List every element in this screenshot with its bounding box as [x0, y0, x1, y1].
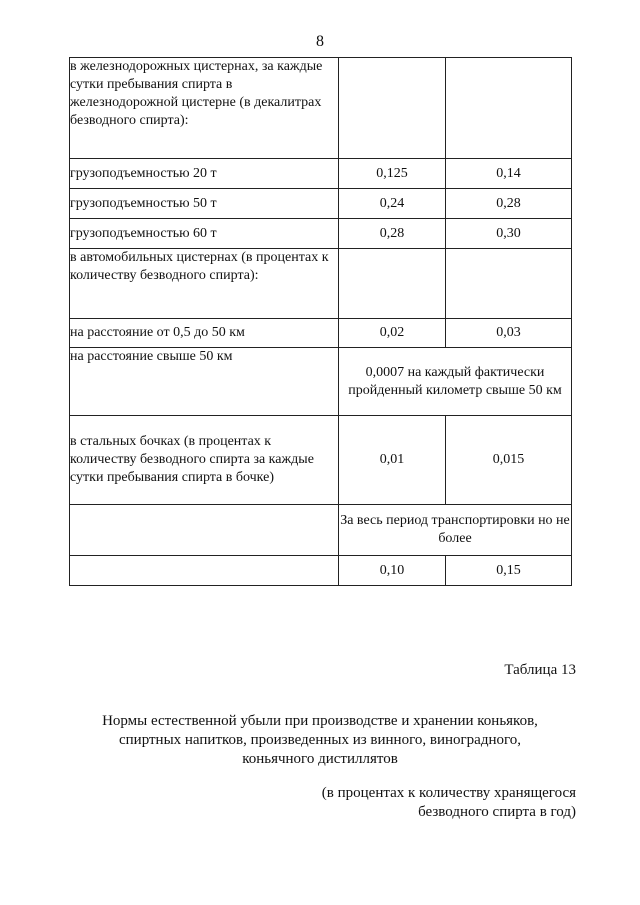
table-number: Таблица 13: [504, 662, 576, 678]
value-cell: [339, 58, 446, 159]
value-cell: 0,28: [446, 189, 572, 219]
merged-value-cell: 0,0007 на каждый фактически пройденный километр свыше 50 км: [339, 348, 572, 416]
value-cell: 0,10: [339, 556, 446, 586]
table-row: [70, 249, 572, 319]
value-cell: 0,01: [339, 416, 446, 505]
row-label: на расстояние от 0,5 до 50 км: [70, 319, 339, 348]
norms-table: [69, 57, 572, 586]
units-line: (в процентах к количеству хранящегося: [321, 785, 576, 801]
value-cell: [446, 58, 572, 159]
row-label: в железнодорожных цистернах, за каждые сутки пребывания спирта в железнодорожной цистерне (в декалитрах безводного спирта):: [70, 58, 339, 159]
table-row: [70, 416, 572, 505]
value-cell: [339, 249, 446, 319]
units-note: [276, 784, 576, 822]
value-cell: 0,14: [446, 159, 572, 189]
row-label: [70, 505, 339, 556]
value-cell: [446, 249, 572, 319]
value-cell: 0,30: [446, 219, 572, 249]
value-cell: 0,24: [339, 189, 446, 219]
row-label: грузоподъемностью 20 т: [70, 159, 339, 189]
table-row: [70, 58, 572, 159]
table-row: [70, 348, 572, 416]
row-label: в автомобильных цистернах (в процентах к количеству безводного спирта):: [70, 249, 339, 319]
table-row: [70, 159, 572, 189]
value-cell: 0,02: [339, 319, 446, 348]
value-cell: 0,28: [339, 219, 446, 249]
table-row: [70, 319, 572, 348]
row-label: в стальных бочках (в процентах к количеству безводного спирта за каждые сутки пребывания спирта в бочке): [70, 416, 339, 505]
row-label: грузоподъемностью 60 т: [70, 219, 339, 249]
row-label: [70, 556, 339, 586]
title-line: спиртных напитков, произведенных из винного, виноградного,: [118, 732, 522, 748]
title-line: коньячного дистиллятов: [242, 751, 398, 767]
units-line: безводного спирта в год): [418, 804, 576, 820]
table-title: [60, 712, 580, 769]
value-cell: 0,015: [446, 416, 572, 505]
title-line: Нормы естественной убыли при производстве и хранении коньяков,: [102, 713, 538, 729]
table-row: [70, 505, 572, 556]
value-cell: 0,03: [446, 319, 572, 348]
row-label: грузоподъемностью 50 т: [70, 189, 339, 219]
merged-value-cell: За весь период транспортировки но не более: [339, 505, 572, 556]
page-number: 8: [316, 33, 324, 50]
value-cell: 0,15: [446, 556, 572, 586]
table-row: [70, 556, 572, 586]
value-cell: 0,125: [339, 159, 446, 189]
table-row: [70, 189, 572, 219]
row-label: на расстояние свыше 50 км: [70, 348, 339, 416]
table-row: [70, 219, 572, 249]
